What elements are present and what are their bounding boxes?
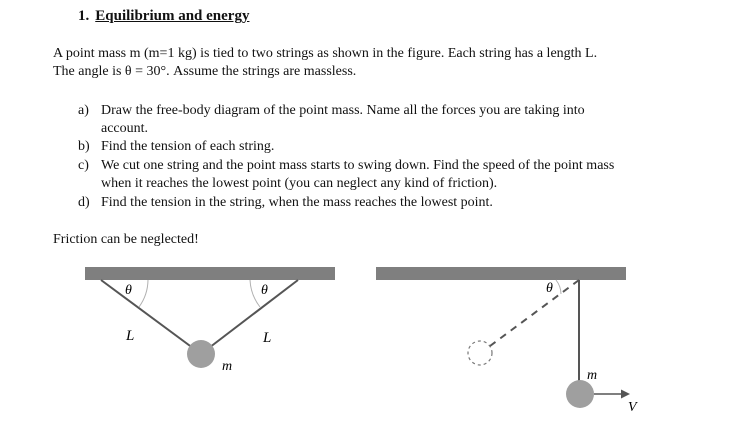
initial-position-mass	[468, 341, 492, 365]
question-a-continued: account.	[101, 121, 149, 136]
ceiling-right	[376, 267, 626, 280]
length-label-left: L	[126, 328, 135, 344]
question-text: Draw the free-body diagram of the point mass. Name all the forces you are taking into	[101, 103, 585, 118]
friction-note: Friction can be neglected!	[53, 232, 199, 247]
angle-label-right: θ	[261, 283, 268, 298]
question-text: We cut one string and the point mass starts to swing down. Find the speed of the point mass	[101, 158, 615, 173]
question-a	[78, 103, 585, 119]
angle-arc-right	[250, 280, 260, 307]
question-label: d)	[78, 195, 90, 210]
angle-arc	[556, 280, 561, 294]
question-c-continued: when it reaches the lowest point (you can neglect any kind of friction).	[101, 176, 498, 191]
question-text: Find the tension in the string, when the mass reaches the lowest point.	[101, 195, 493, 210]
ceiling-left	[85, 267, 335, 280]
angle-label-left: θ	[125, 283, 132, 298]
question-b	[78, 139, 274, 155]
intro-line-1: A point mass m (m=1 kg) is tied to two strings as shown in the figure. Each string has a length L.	[53, 46, 598, 61]
question-label: b)	[78, 139, 90, 154]
intro-line-2: The angle is θ = 30°. Assume the strings are massless.	[53, 64, 357, 79]
question-label: a)	[78, 103, 89, 118]
problem-number: 1.	[78, 8, 90, 24]
figure-left	[85, 267, 335, 374]
mass-label-left: m	[222, 359, 233, 374]
point-mass-left	[187, 340, 215, 368]
figure-right	[376, 267, 638, 415]
angle-label: θ	[546, 281, 553, 296]
length-label-right: L	[263, 330, 272, 346]
velocity-arrow-head	[621, 390, 630, 399]
string-dashed-initial	[490, 280, 579, 346]
problem-title	[78, 8, 249, 25]
string-right	[201, 280, 298, 354]
question-label: c)	[78, 158, 89, 173]
angle-arc-left	[139, 280, 148, 307]
question-d	[78, 195, 493, 211]
velocity-label: V	[628, 400, 637, 415]
string-left	[101, 280, 201, 354]
question-text: Find the tension of each string.	[101, 139, 275, 154]
physics-figures	[0, 260, 747, 433]
problem-title-text: Equilibrium and energy	[95, 8, 250, 24]
question-c	[78, 158, 614, 174]
point-mass-right	[566, 380, 594, 408]
mass-label-right: m	[587, 368, 598, 383]
